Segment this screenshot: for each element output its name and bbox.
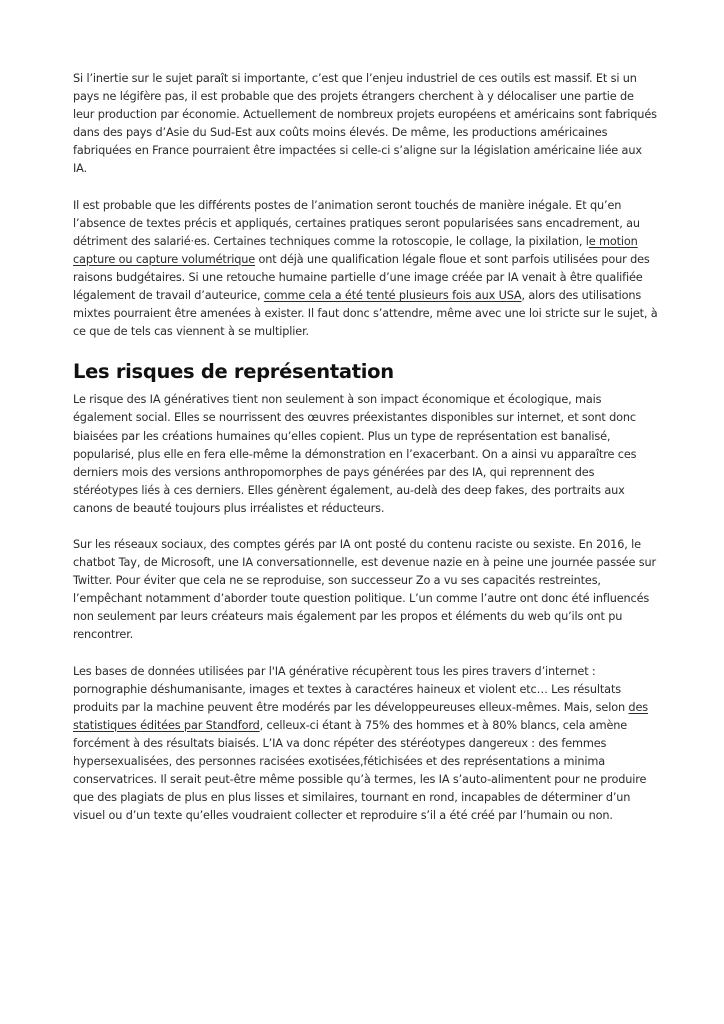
paragraph-industrial-stakes: Si l’inertie sur le sujet paraît si importante, c’est que l’enjeu industriel de ces outils est massif. Et si un pays ne légifère pas, il est probable que des projets étrangers cherchent à y délocaliser une partie de leur production par économie. Actuellement de nombreux projets européens et américains sont fabriqués dans des pays d’Asie du Sud-Est aux coûts moins élevés. De même, les productions américaines fabriquées en France pourraient être impactées si celle-ci s’aligne sur la législation américaine liée aux IA. <box>73 72 657 176</box>
motion-capture-link[interactable]: e motion capture ou capture volumétrique <box>73 234 638 266</box>
paragraph-text: ont déjà une qualification légale floue et sont parfois utilisées pour des raisons budgétaires. Si une retouche humaine partielle d’une image créée par IA venait à être qualifiée légalement de travail d’auteurice, <box>73 252 650 303</box>
paragraph-text: , celleux-ci étant à 75% des hommes et à 80% blancs, cela amène forcément à des résultats biaisés. L’IA va donc répéter des stéréotypes dangereux : des femmes hypersexualisées, des personnes racisées exotisées,fétichisées et des représentations a minima conservatrices. Il serait peut-être même possible qu’à termes, les IA s’auto-alimentent pour ne produire que des plagiats de plus en plus lisses et similaires, tournant en rond, incapables de déterminer d’un visuel ou d’un texte qu’elles voudraient collecter et reproduire s’il a été créé par l’humain ou non. <box>73 718 647 823</box>
stanford-statistics-link[interactable]: des statistiques éditées par Standford <box>73 700 648 732</box>
article-body <box>73 70 658 843</box>
paragraph-text: Les bases de données utilisées par l'IA générative récupèrent tous les pires travers d’internet : pornographie déshumanisante, images et textes à caractéres haineux et violent etc… Les résultats produits par la machine peuvent être modérés par les développeureuses elleux-mêmes. Mais, selon <box>73 664 629 714</box>
paragraph-databases <box>73 663 658 826</box>
paragraph-text: Il est probable que les différents postes de l’animation seront touchés de manière inégale. Et qu’en l’absence de textes précis et appliqués, certaines pratiques seront popularisées sans encadrement, au détriment des salarié·es. Certaines techniques comme la rotoscopie, le collage, la pixilation, l <box>73 198 640 248</box>
paragraph-social-networks: Sur les réseaux sociaux, des comptes gérés par IA ont posté du contenu raciste ou sexiste. En 2016, le chatbot Tay, de Microsoft, une IA conversationnelle, est devenue nazie en à peine une journée passée sur Twitter. Pour éviter que cela ne se reproduise, son successeur Zo a vu ses capacités restreintes, l’empêchant notamment d’aborder toute question politique. L’un comme l’autre ont donc été influencés non seulement par leurs créateurs mais également par les propos et éléments du web qu’ils ont pu rencontrer. <box>73 537 656 642</box>
section-heading: Les risques de représentation <box>73 360 394 384</box>
paragraph-text: , alors des utilisations mixtes pourraient être amenées à exister. Il faut donc s’attendre, même avec une loi stricte sur le sujet, à ce que de tels cas viennent à se multiplier. <box>73 289 658 339</box>
usa-attempts-link[interactable]: comme cela a été tenté plusieurs fois aux USA <box>263 289 522 303</box>
paragraph-representation-risk: Le risque des IA génératives tient non seulement à son impact économique et écologique, mais également social. Elles se nourrissent des œuvres préexistantes disponibles sur internet, et sont donc biaisées par les créations humaines qu’elles copient. Plus un type de représentation est banalisé, popularisé, plus elle en fera elle-même la démonstration en l’exacerbant. On a ainsi vu apparaître ces derniers mois des versions anthropomorphes de pays générées par des IA, qui reprennent des stéréotypes liés à ces derniers. Elles génèrent également, au-delà des deep fakes, des portraits aux canons de beauté toujours plus irréalistes et réducteurs. <box>73 393 637 515</box>
paragraph-animation-jobs <box>73 197 658 342</box>
